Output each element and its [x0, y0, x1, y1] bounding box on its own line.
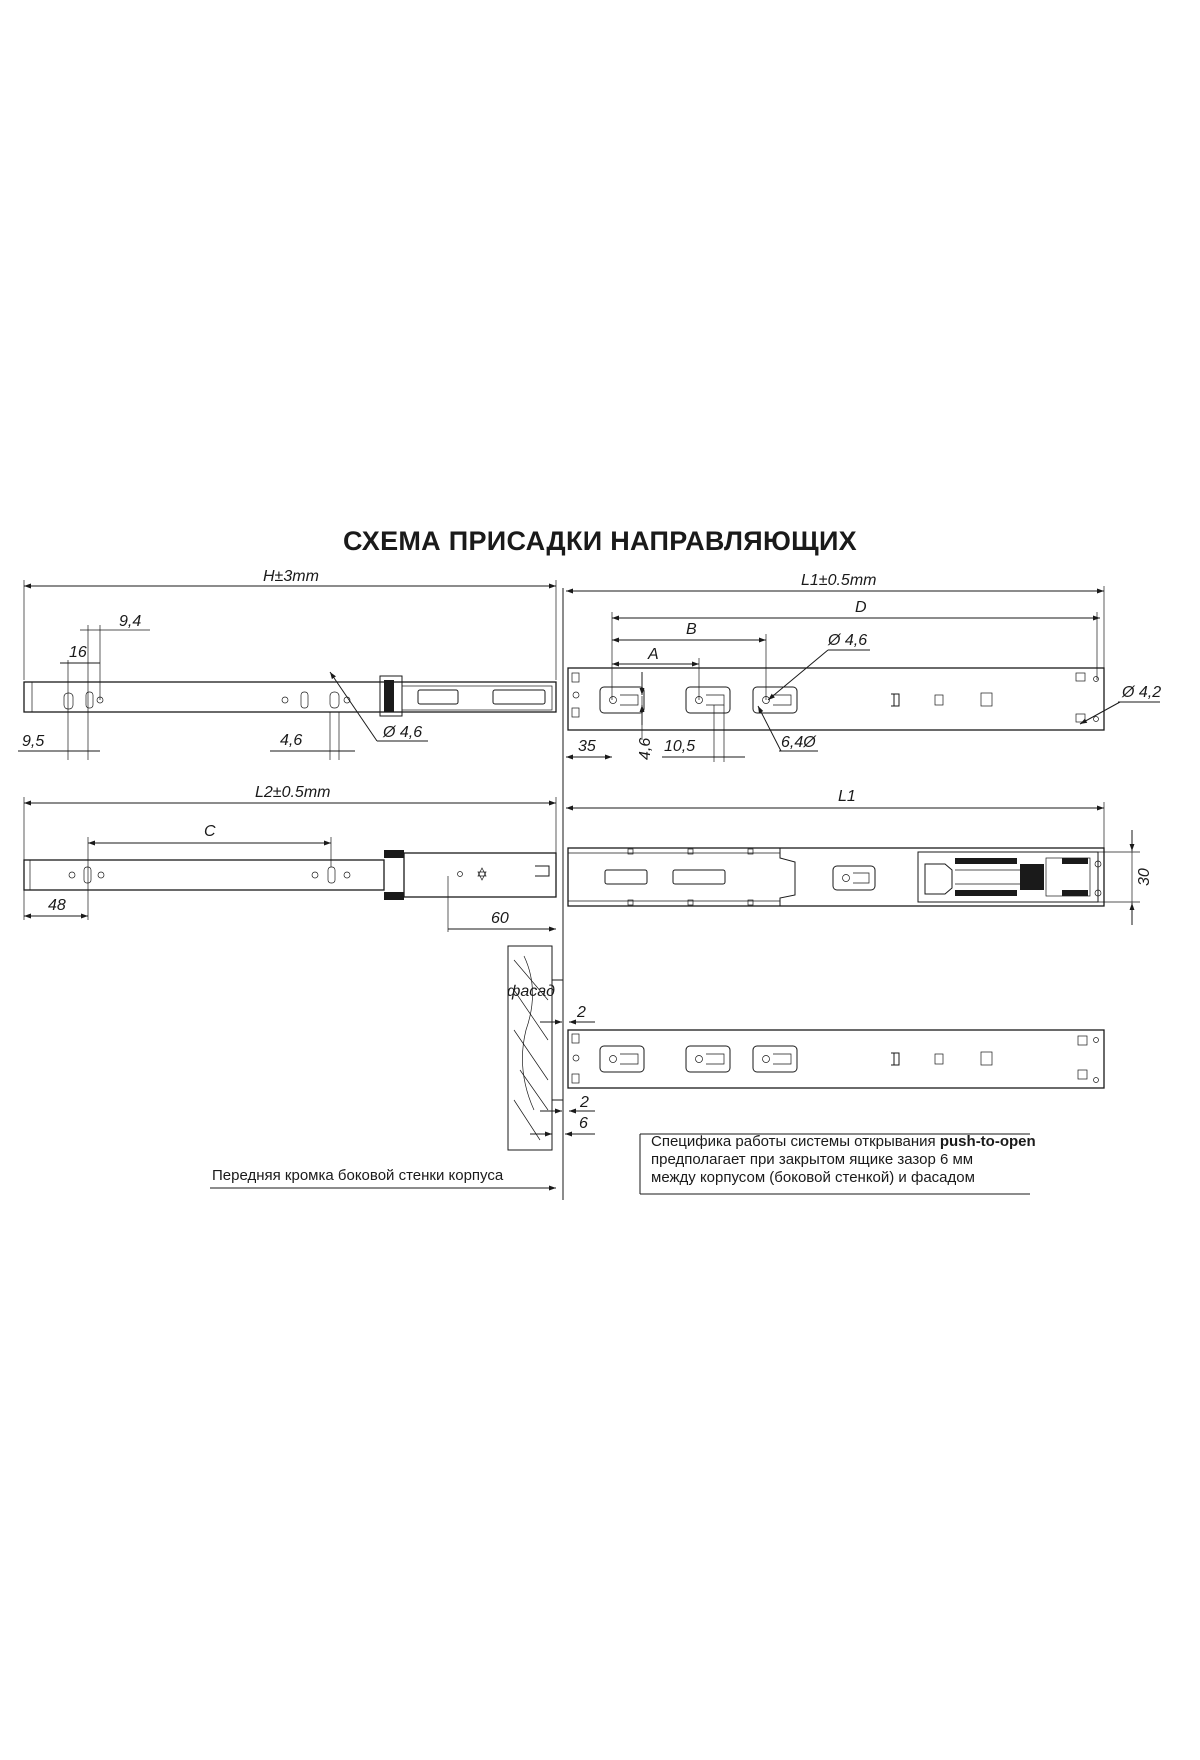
dim-dia-6-4-label: 6,4Ø — [781, 734, 816, 751]
dim-l1-tol-label: L1±0.5mm — [801, 572, 877, 589]
front-edge-label: Передняя кромка боковой стенки корпуса — [212, 1167, 504, 1184]
dim-c-label: C — [204, 823, 216, 840]
dim-dia-4-6-left-label: Ø 4,6 — [383, 724, 423, 741]
dim-35-label: 35 — [578, 738, 596, 755]
drawer-rail-drawing — [568, 668, 1104, 730]
dim-9-4-label: 9,4 — [119, 613, 142, 630]
dim-d-label: D — [855, 599, 867, 616]
extended-rail-drawing — [24, 850, 556, 900]
note-line-1 — [651, 1133, 1036, 1150]
facade-panel — [508, 946, 563, 1150]
dim-10-5-label: 10,5 — [664, 738, 696, 755]
facade-label: фасад — [507, 983, 556, 1000]
dim-4-6-left-label: 4,6 — [280, 732, 303, 749]
dim-60-label: 60 — [491, 910, 509, 927]
dim-2-bottom-label: 2 — [580, 1094, 589, 1111]
dim-4-6-vertical-label: 4,6 — [637, 737, 654, 760]
dim-l2-tol-label: L2±0.5mm — [255, 784, 331, 801]
push-to-open-term: push-to-open — [939, 1133, 1036, 1150]
dim-2-top-label: 2 — [577, 1004, 586, 1021]
note-line-2: предполагает при закрытом ящике зазор 6 мм — [651, 1151, 974, 1168]
dim-dia-4-2-label: Ø 4,2 — [1122, 684, 1162, 701]
dim-dia-4-6-right-label: Ø 4,6 — [828, 632, 868, 649]
dim-30-label: 30 — [1136, 868, 1153, 886]
diagram-title: СХЕМА ПРИСАДКИ НАПРАВЛЯЮЩИХ — [343, 526, 857, 556]
dim-a-label: A — [648, 646, 659, 663]
dim-6-label: 6 — [579, 1115, 588, 1132]
closed-rail-drawing — [568, 1030, 1104, 1088]
dim-16-label: 16 — [69, 644, 87, 661]
note-line-1-text: Специфика работы системы открывания — [651, 1133, 940, 1150]
dim-b-label: B — [686, 621, 697, 638]
dim-h-label: H±3mm — [263, 568, 319, 585]
dim-l1-label: L1 — [838, 788, 856, 805]
cabinet-rail-drawing — [24, 676, 556, 716]
mounted-rail-drawing — [568, 848, 1104, 906]
note-line-3: между корпусом (боковой стенкой) и фасадом — [651, 1169, 975, 1186]
dim-9-5-label: 9,5 — [22, 733, 45, 750]
dim-48-label: 48 — [48, 897, 66, 914]
